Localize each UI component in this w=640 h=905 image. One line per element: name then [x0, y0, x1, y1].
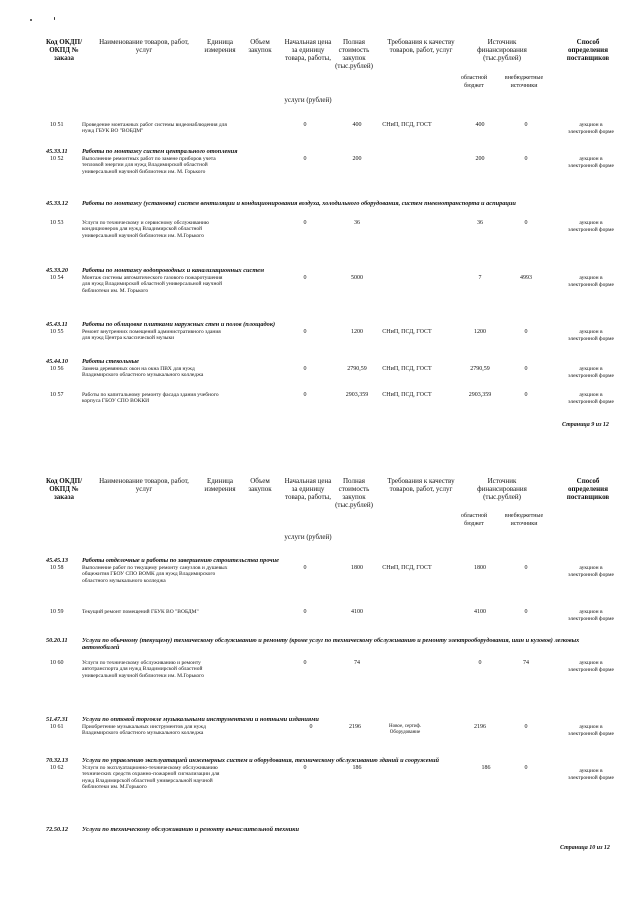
row-price: 0: [303, 275, 307, 281]
row-name: Текущий ремонт помещений ГБУК ВО "ВОБДМ": [82, 609, 199, 615]
row-name: Выполнение ремонтных работ по замене приборов учета тепловой энергии для нужд Владимирской областной универсальной научной библиотеки им. М. Горького: [82, 156, 216, 175]
scan-speck: [54, 17, 55, 20]
row-method: аукцион в электронной форме: [568, 366, 614, 379]
header-source: Источник финансирования (тыс.рублей): [477, 38, 527, 62]
section-code: 45.44.10: [46, 358, 69, 365]
header-source-offbudget: внебюджетные источники: [504, 75, 544, 89]
row-price: 0: [303, 156, 307, 162]
row-name: Приобретение музыкальных инструментов для нужд Владимирского областного музыкального колледжа: [82, 724, 206, 737]
row-method: аукцион в электронной форме: [568, 156, 614, 169]
row-price: 0: [303, 609, 307, 615]
row-regional: 1800: [474, 565, 486, 571]
row-regional: 186: [481, 765, 491, 771]
header-requirements: Требования к качеству товаров, работ, услуг: [387, 38, 455, 54]
row-offbudget: 0: [524, 724, 528, 730]
row-method: аукцион в электронной форме: [568, 660, 614, 673]
row-method: аукцион в электронной форме: [568, 275, 614, 288]
row-total: 400: [352, 122, 362, 128]
row-total: 186: [352, 765, 362, 771]
row-method: аукцион в электронной форме: [568, 724, 614, 737]
row-code: 10 52: [50, 156, 64, 162]
row-price: 0: [303, 122, 307, 128]
row-code: 10 59: [50, 609, 64, 615]
row-method: аукцион в электронной форме: [568, 220, 614, 233]
row-code: 10 51: [50, 122, 64, 128]
page-footer-10: Страница 10 из 12: [560, 845, 610, 851]
row-total: 5000: [351, 275, 363, 281]
section-code: 51.47.31: [46, 716, 69, 723]
row-price: 0: [303, 765, 307, 771]
row-price: 0: [303, 660, 307, 666]
row-req: СНиП, ПСД, ГОСТ: [382, 565, 432, 571]
row-method: аукцион в электронной форме: [568, 609, 614, 622]
section-title: Услуги по техническому обслуживанию и ремонту вычислительной техники: [82, 826, 299, 833]
row-code: 10 60: [50, 660, 64, 666]
scan-speck: [30, 19, 32, 21]
header-source-offbudget: внебюджетные источники: [504, 513, 544, 527]
row-price: 0: [303, 366, 307, 372]
section-code: 45.43.11: [46, 321, 68, 328]
row-name: Замена деревянных окон на окна ПВХ для нужд Владимирского областного музыкального колледжа: [82, 366, 204, 379]
row-method: аукцион в электронной форме: [568, 768, 614, 781]
row-name: Ремонт внутренних помещений административного здания для нужд Центра классической музыки: [82, 329, 221, 342]
row-method: аукцион в электронной форме: [568, 565, 614, 578]
section-code: 45.33.11: [46, 148, 68, 155]
section-title: Услуги по обычному (текущему) техническому обслуживанию и ремонту (кроме услуг по техническому обслуживанию и ремонту электрооборудования, шин и кузовов) легковых автомобилей: [82, 637, 580, 652]
row-req: СНиП, ПСД, ГОСТ: [382, 366, 432, 372]
section-code: 45.33.20: [46, 267, 69, 274]
header-volume: Объем закупок: [248, 38, 272, 54]
header-init-price-unit: услуги (рублей): [284, 533, 332, 541]
row-total: 36: [354, 220, 360, 226]
header-method: Способ определения поставщиков: [566, 477, 610, 501]
section-title: Услуги по оптовой торговле музыкальными инструментами и нотными изданиями: [82, 716, 319, 723]
row-offbudget: 0: [524, 366, 528, 372]
row-total: 1800: [351, 565, 363, 571]
row-regional: 2903,359: [468, 392, 492, 398]
row-price: 0: [303, 392, 307, 398]
section-code: 72.50.12: [46, 826, 69, 833]
row-name: Монтаж системы автоматического газового пожаротушения для нужд Владимирской областной универсальной научной библиотеки им. М. Горького: [82, 275, 223, 294]
section-title: Работы по облицовке плитками наружных стен и полов (площадок): [82, 321, 276, 328]
row-regional: 400: [475, 122, 485, 128]
row-name: Работы по капитальному ремонту фасада здания учебного корпуса ГБОУ СПО ВОККИ: [82, 392, 219, 405]
row-name: Проведение монтажных работ системы видеонаблюдения для нужд ГБУК ВО "ВОБДМ": [82, 122, 227, 135]
header-requirements: Требования к качеству товаров, работ, услуг: [387, 477, 455, 493]
row-method: аукцион в электронной форме: [568, 392, 614, 405]
row-code: 10 61: [50, 724, 64, 730]
row-regional: 200: [475, 156, 485, 162]
row-name: Услуги по техническому и сервисному обслуживанию кондиционеров для нужд Владимирской областной универсальной научной библиотеки им. М.Горького: [82, 220, 209, 239]
row-offbudget: 0: [524, 609, 528, 615]
header-total: Полная стоимость закупок (тыс.рублей): [335, 477, 373, 509]
row-price: 0: [309, 724, 313, 730]
row-offbudget: 0: [524, 156, 528, 162]
row-price: 0: [303, 565, 307, 571]
header-volume: Объем закупок: [248, 477, 272, 493]
header-source-regional: областной бюджет: [460, 513, 488, 527]
row-code: 10 57: [50, 392, 64, 398]
row-regional: 2790,59: [470, 366, 490, 372]
row-req: Новое, сертиф. Оборудование: [388, 724, 421, 735]
row-req: СНиП, ПСД, ГОСТ: [382, 392, 432, 398]
section-code: 50.20.11: [46, 637, 68, 644]
row-code: 10 62: [50, 765, 64, 771]
header-code: Код ОКДП/ ОКПД № заказа: [45, 477, 83, 501]
header-unit: Единица измерения: [204, 38, 236, 54]
header-total: Полная стоимость закупок (тыс.рублей): [335, 38, 373, 70]
row-code: 10 58: [50, 565, 64, 571]
row-regional: 4100: [474, 609, 486, 615]
row-offbudget: 0: [524, 565, 528, 571]
row-req: СНиП, ПСД, ГОСТ: [382, 329, 432, 335]
header-init-price: Начальная цена за единицу товара, работы,: [284, 477, 332, 501]
header-init-price-unit: услуги (рублей): [284, 96, 332, 104]
row-offbudget: 0: [524, 122, 528, 128]
row-method: аукцион в электронной форме: [568, 122, 614, 135]
header-method: Способ определения поставщиков: [566, 38, 610, 62]
row-req: СНиП, ПСД, ГОСТ: [382, 122, 432, 128]
row-offbudget: 4993: [520, 275, 532, 281]
row-offbudget: 0: [524, 220, 528, 226]
row-total: 4100: [351, 609, 363, 615]
section-code: 45.45.13: [46, 557, 69, 564]
header-source: Источник финансирования (тыс.рублей): [477, 477, 527, 501]
header-unit: Единица измерения: [204, 477, 236, 493]
row-code: 10 56: [50, 366, 64, 372]
row-price: 0: [303, 220, 307, 226]
row-name: Услуги по техническому обслуживанию и ремонту автотранспорта для нужд Владимирской областной универсальной научной библиотеки им. М.Горького: [82, 660, 205, 679]
row-price: 0: [303, 329, 307, 335]
section-title: Работы по монтажу систем центрального отопления: [82, 148, 238, 155]
row-total: 2196: [349, 724, 361, 730]
row-offbudget: 0: [524, 392, 528, 398]
section-title: Работы отделочные и работы по завершению строительства прочие: [82, 557, 279, 564]
header-init-price: Начальная цена за единицу товара, работы,: [284, 38, 332, 62]
page-footer-9: Страница 9 из 12: [562, 422, 609, 428]
section-title: Услуги по управлению эксплуатацией инженерных систем и оборудования, техническому обслуживанию зданий и сооружений: [82, 757, 439, 764]
header-code: Код ОКДП/ ОКПД № заказа: [45, 38, 83, 62]
header-name: Наименование товаров, работ, услуг: [99, 38, 189, 54]
row-name: Выполнение работ по текущему ремонту санузлов и душевых общежития ГБОУ СПО ВОМК для нужд Владимирского областного музыкального колледжа: [82, 565, 228, 584]
row-total: 74: [354, 660, 360, 666]
header-name: Наименование товаров, работ, услуг: [99, 477, 189, 493]
row-total: 1200: [351, 329, 363, 335]
row-offbudget: 0: [524, 765, 528, 771]
row-offbudget: 74: [523, 660, 529, 666]
row-regional: 7: [478, 275, 482, 281]
row-total: 200: [352, 156, 362, 162]
row-code: 10 53: [50, 220, 64, 226]
row-regional: 0: [478, 660, 482, 666]
row-total: 2903,359: [345, 392, 369, 398]
section-code: 45.33.12: [46, 200, 69, 207]
row-code: 10 54: [50, 275, 64, 281]
section-title: Работы стекольные: [82, 358, 139, 365]
section-title: Работы по монтажу (установке) систем вентиляции и кондиционирования воздуха, холодильного оборудования, систем пневмотранспорта и аспирации: [82, 200, 516, 207]
row-regional: 36: [477, 220, 483, 226]
row-offbudget: 0: [524, 329, 528, 335]
row-regional: 1200: [474, 329, 486, 335]
row-total: 2790,59: [347, 366, 367, 372]
row-regional: 2196: [474, 724, 486, 730]
row-method: аукцион в электронной форме: [568, 329, 614, 342]
row-name: Услуги по эксплуатационно-техническому обслуживанию технических средств охранно-пожарной сигнализации для нужд Владимирской областной универсальной научной библиотеки им. М.Горького: [82, 765, 220, 791]
section-code: 70.32.13: [46, 757, 69, 764]
row-code: 10 55: [50, 329, 64, 335]
section-title: Работы по монтажу водопроводных и канализационных систем: [82, 267, 265, 274]
header-source-regional: областной бюджет: [460, 75, 488, 89]
